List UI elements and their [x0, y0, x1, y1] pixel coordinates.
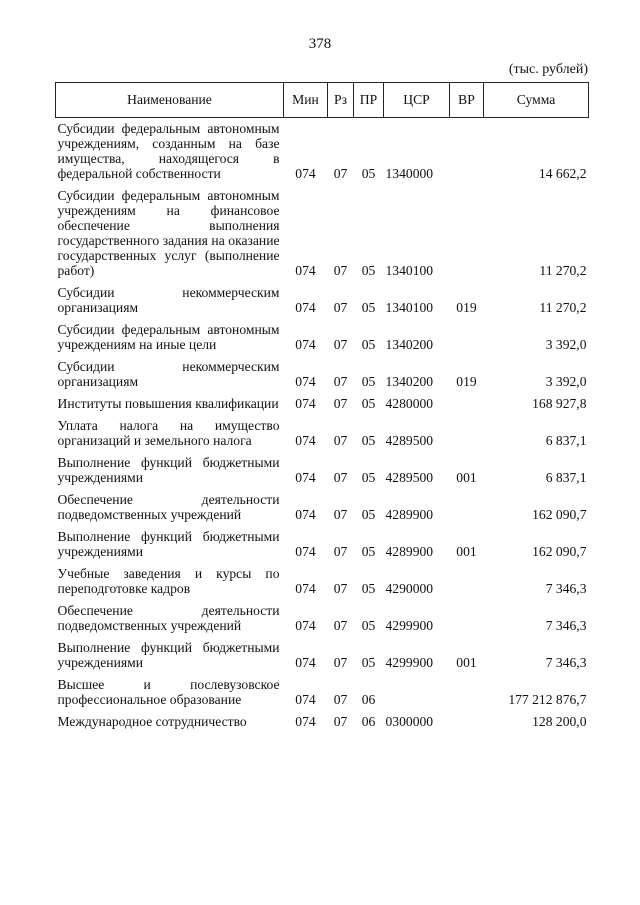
page-number: 378	[308, 36, 332, 52]
row-vr: 019	[456, 300, 477, 315]
row-min: 074	[295, 374, 316, 389]
row-csr: 4289500	[385, 433, 434, 448]
row-sum: 7 346,3	[545, 655, 587, 670]
row-name: Учебные заведения и курсы по переподготовке кадров	[57, 566, 280, 596]
row-sum: 11 270,2	[539, 263, 587, 278]
row-vr	[450, 563, 484, 600]
units-label: (тыс. рублей)	[508, 62, 588, 77]
row-min: 074	[295, 470, 316, 485]
row-rz: 07	[333, 433, 348, 448]
header-pr: ПР	[354, 83, 384, 118]
row-csr: 1340100	[385, 300, 434, 315]
table-row	[56, 600, 589, 637]
row-vr	[450, 393, 484, 415]
row-name: Международное сотрудничество	[57, 714, 247, 729]
row-pr: 05	[361, 433, 376, 448]
row-vr: 001	[456, 655, 477, 670]
row-sum: 168 927,8	[532, 396, 587, 411]
header-sum: Сумма	[484, 83, 589, 118]
row-sum: 7 346,3	[545, 581, 587, 596]
row-name: Высшее и послевузовское профессиональное образование	[57, 677, 280, 707]
row-pr: 05	[361, 300, 376, 315]
row-min: 074	[295, 166, 316, 181]
row-min: 074	[295, 655, 316, 670]
row-csr: 4290000	[385, 581, 434, 596]
row-name: Выполнение функций бюджетными учреждениями	[57, 640, 280, 670]
row-rz: 07	[333, 300, 348, 315]
row-vr	[450, 185, 484, 282]
row-pr: 06	[361, 692, 376, 707]
table-row	[56, 711, 589, 733]
row-sum: 11 270,2	[539, 300, 587, 315]
row-pr: 05	[361, 507, 376, 522]
row-rz: 07	[333, 470, 348, 485]
row-name: Субсидии некоммерческим организациям	[57, 285, 280, 315]
budget-table	[55, 82, 589, 733]
row-rz: 07	[333, 581, 348, 596]
table-row	[56, 356, 589, 393]
row-vr	[450, 118, 484, 186]
row-min: 074	[295, 507, 316, 522]
row-sum: 162 090,7	[532, 544, 587, 559]
row-vr	[450, 319, 484, 356]
table-row	[56, 319, 589, 356]
row-name: Выполнение функций бюджетными учреждениями	[57, 529, 280, 559]
row-rz: 07	[333, 166, 348, 181]
row-name: Субсидии федеральным автономным учреждениям, созданным на базе имущества, находящегося в федеральной собственности	[57, 121, 280, 181]
row-vr	[450, 674, 484, 711]
row-rz: 07	[333, 692, 348, 707]
row-name: Обеспечение деятельности подведомственных учреждений	[57, 492, 280, 522]
row-rz: 07	[333, 714, 348, 729]
header-vr: ВР	[450, 83, 484, 118]
row-csr: 1340000	[385, 166, 434, 181]
table-row	[56, 637, 589, 674]
row-vr: 019	[456, 374, 477, 389]
row-min: 074	[295, 300, 316, 315]
row-vr: 001	[456, 470, 477, 485]
table-header-row	[56, 83, 589, 118]
row-name: Субсидии некоммерческим организациям	[57, 359, 280, 389]
row-rz: 07	[333, 544, 348, 559]
row-name: Выполнение функций бюджетными учреждениями	[57, 455, 280, 485]
row-pr: 05	[361, 618, 376, 633]
row-vr: 001	[456, 544, 477, 559]
row-rz: 07	[333, 337, 348, 352]
row-vr	[450, 600, 484, 637]
row-sum: 7 346,3	[545, 618, 587, 633]
table-row	[56, 415, 589, 452]
row-name: Субсидии федеральным автономным учреждениям на финансовое обеспечение выполнения государственного задания на оказание государственных услуг (выполнение работ)	[57, 188, 280, 278]
row-sum: 6 837,1	[545, 433, 587, 448]
row-rz: 07	[333, 507, 348, 522]
row-name: Субсидии федеральным автономным учреждениям на иные цели	[57, 322, 280, 352]
row-min: 074	[295, 396, 316, 411]
row-min: 074	[295, 692, 316, 707]
row-name: Уплата налога на имущество организаций и земельного налога	[57, 418, 280, 448]
row-sum: 177 212 876,7	[508, 692, 587, 707]
row-rz: 07	[333, 374, 348, 389]
row-csr: 0300000	[385, 714, 434, 729]
row-pr: 06	[361, 714, 376, 729]
row-sum: 3 392,0	[545, 374, 587, 389]
row-min: 074	[295, 337, 316, 352]
row-pr: 05	[361, 655, 376, 670]
table-row	[56, 674, 589, 711]
row-csr: 4299900	[385, 618, 434, 633]
row-sum: 6 837,1	[545, 470, 587, 485]
row-pr: 05	[361, 263, 376, 278]
row-csr: 4299900	[385, 655, 434, 670]
row-rz: 07	[333, 263, 348, 278]
row-vr	[450, 711, 484, 733]
row-name: Обеспечение деятельности подведомственных учреждений	[57, 603, 280, 633]
row-pr: 05	[361, 581, 376, 596]
row-min: 074	[295, 714, 316, 729]
row-csr	[384, 674, 450, 711]
row-name: Институты повышения квалификации	[57, 396, 279, 411]
row-sum: 162 090,7	[532, 507, 587, 522]
row-rz: 07	[333, 396, 348, 411]
row-min: 074	[295, 618, 316, 633]
header-rz: Рз	[328, 83, 354, 118]
row-pr: 05	[361, 396, 376, 411]
table-row	[56, 452, 589, 489]
table-row	[56, 185, 589, 282]
header-csr: ЦСР	[384, 83, 450, 118]
row-pr: 05	[361, 544, 376, 559]
header-min: Мин	[284, 83, 328, 118]
row-pr: 05	[361, 166, 376, 181]
row-sum: 128 200,0	[532, 714, 587, 729]
row-sum: 14 662,2	[538, 166, 587, 181]
row-vr	[450, 415, 484, 452]
row-vr	[450, 489, 484, 526]
row-rz: 07	[333, 618, 348, 633]
table-row	[56, 563, 589, 600]
header-name: Наименование	[56, 83, 284, 118]
table-row	[56, 489, 589, 526]
row-csr: 1340200	[385, 374, 434, 389]
table-row	[56, 526, 589, 563]
row-min: 074	[295, 263, 316, 278]
row-csr: 1340200	[385, 337, 434, 352]
row-min: 074	[295, 433, 316, 448]
table-row	[56, 282, 589, 319]
row-rz: 07	[333, 655, 348, 670]
row-csr: 4289500	[385, 470, 434, 485]
row-pr: 05	[361, 337, 376, 352]
row-csr: 4280000	[385, 396, 434, 411]
row-pr: 05	[361, 470, 376, 485]
row-pr: 05	[361, 374, 376, 389]
row-min: 074	[295, 544, 316, 559]
row-csr: 4289900	[385, 507, 434, 522]
row-min: 074	[295, 581, 316, 596]
table-row	[56, 118, 589, 186]
row-sum: 3 392,0	[545, 337, 587, 352]
row-csr: 4289900	[385, 544, 434, 559]
table-row	[56, 393, 589, 415]
row-csr: 1340100	[385, 263, 434, 278]
